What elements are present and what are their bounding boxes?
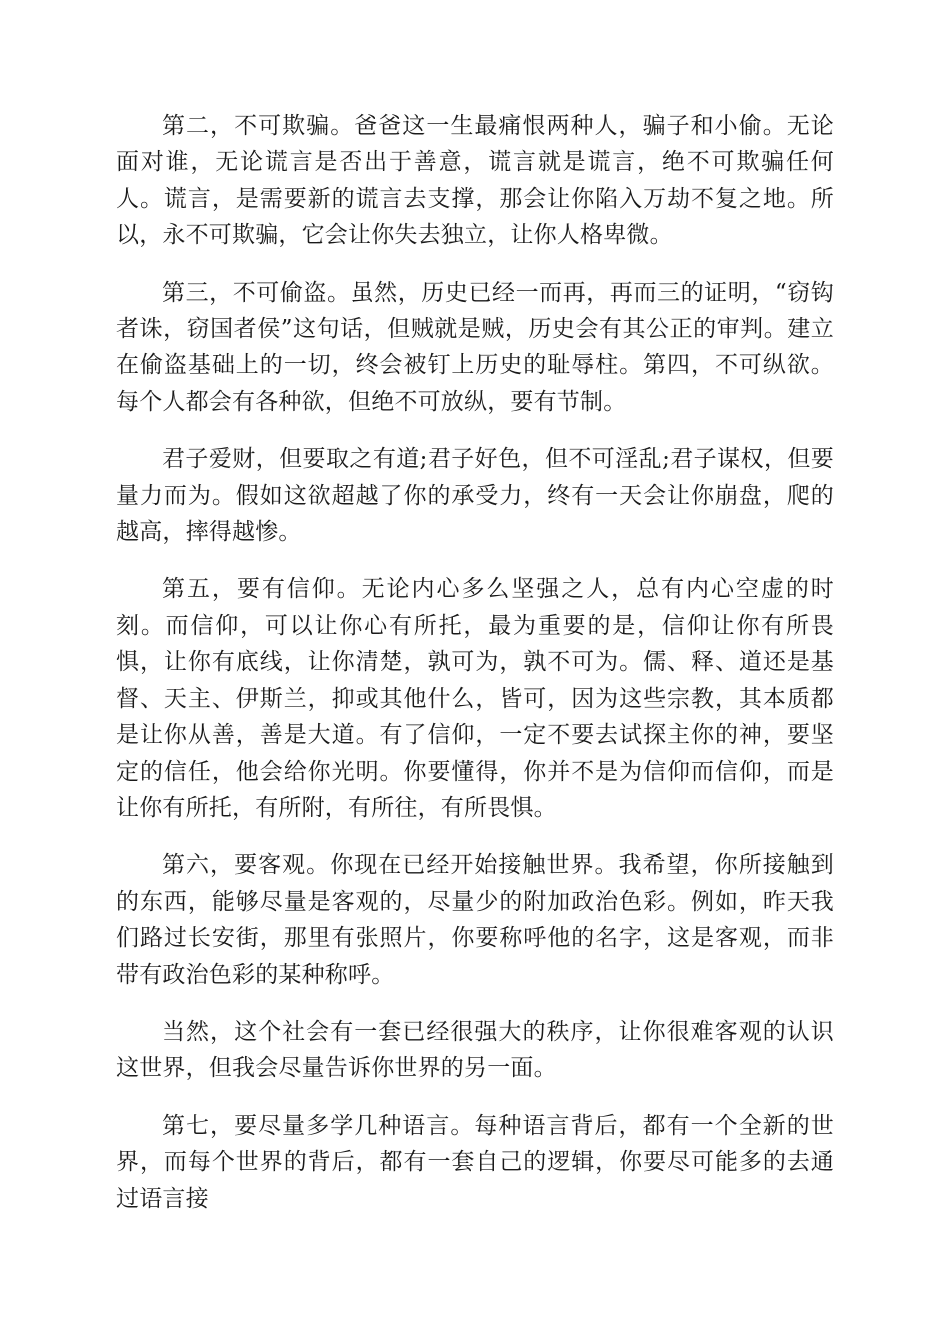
paragraph-rule-three-four: 第三，不可偷盗。虽然，历史已经一而再，再而三的证明，“窃钩者诛，窃国者侯”这句话，但贼就是贼，历史会有其公正的审判。建立在偷盗基础上的一切，终会被钉上历史的耻辱柱。第四，不可纵欲。每个人都会有各种欲，但绝不可放纵，要有节制。: [116, 279, 834, 415]
paragraph-society: 当然，这个社会有一套已经很强大的秩序，让你很难客观的认识这世界，但我会尽量告诉你世界的另一面。: [116, 1018, 834, 1082]
paragraph-rule-seven: 第七，要尽量多学几种语言。每种语言背后，都有一个全新的世界，而每个世界的背后，都有一套自己的逻辑，你要尽可能多的去通过语言接: [116, 1112, 834, 1212]
paragraph-rule-two: 第二，不可欺骗。爸爸这一生最痛恨两种人，骗子和小偷。无论面对谁，无论谎言是否出于善意，谎言就是谎言，绝不可欺骗任何人。谎言，是需要新的谎言去支撑，那会让你陷入万劫不复之地。所以，永不可欺骗，它会让你失去独立，让你人格卑微。: [116, 113, 834, 249]
paragraph-gentleman: 君子爱财，但要取之有道;君子好色，但不可淫乱;君子谋权，但要量力而为。假如这欲超越了你的承受力，终有一天会让你崩盘，爬的越高，摔得越惨。: [116, 446, 834, 546]
paragraph-rule-five: 第五，要有信仰。无论内心多么坚强之人，总有内心空虚的时刻。而信仰，可以让你心有所托，最为重要的是，信仰让你有所畏惧，让你有底线，让你清楚，孰可为，孰不可为。儒、释、道还是基督、天主、伊斯兰，抑或其他什么，皆可，因为这些宗教，其本质都是让你从善，善是大道。有了信仰，一定不要去试探主你的神，要坚定的信任，他会给你光明。你要懂得，你并不是为信仰而信仰，而是让你有所托，有所附，有所往，有所畏惧。: [116, 576, 834, 821]
paragraph-rule-six: 第六，要客观。你现在已经开始接触世界。我希望，你所接触到的东西，能够尽量是客观的，尽量少的附加政治色彩。例如，昨天我们路过长安街，那里有张照片，你要称呼他的名字，这是客观，而非带有政治色彩的某种称呼。: [116, 852, 834, 988]
document-body: [116, 108, 834, 1238]
